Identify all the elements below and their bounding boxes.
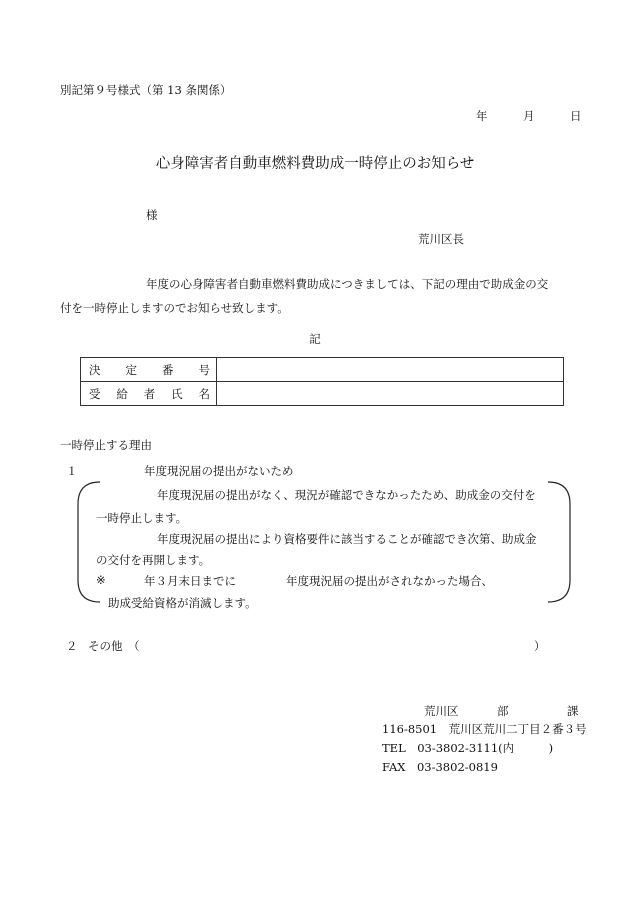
other-close-paren: ） bbox=[534, 639, 546, 653]
recipient-name-label bbox=[81, 382, 217, 406]
label-char: 号 bbox=[198, 362, 210, 377]
date-day-label: 日 bbox=[570, 109, 582, 123]
recipient-suffix: 様 bbox=[146, 208, 158, 222]
note-text-part-1: 年３月末日までに bbox=[144, 574, 236, 588]
intro-line-1: 年度の心身障害者自動車燃料費助成につきましては、下記の理由で助成金の交 bbox=[146, 277, 549, 291]
table-row bbox=[81, 382, 564, 406]
decision-number-label bbox=[81, 358, 217, 382]
label-char: 給 bbox=[116, 386, 128, 401]
label-char: 番 bbox=[162, 362, 174, 377]
date-month-label: 月 bbox=[523, 109, 535, 123]
label-char: 氏 bbox=[171, 386, 183, 401]
bracket-line: の交付を再開します。 bbox=[96, 553, 211, 567]
contact-fax: FAX 03-3802-0819 bbox=[382, 760, 498, 774]
note-text-line-2: 助成受給資格が消滅します。 bbox=[108, 596, 257, 610]
contact-tel: TEL 03-3802-3111(内 ) bbox=[382, 741, 554, 755]
contact-department: 部 bbox=[497, 704, 509, 718]
bracket-line: 一時停止します。 bbox=[96, 511, 188, 525]
contact-section: 課 bbox=[567, 704, 579, 718]
sender-name: 荒川区長 bbox=[418, 232, 464, 246]
label-char: 決 bbox=[89, 362, 101, 377]
reason-heading: 一時停止する理由 bbox=[60, 438, 152, 452]
bracket-line: 年度現況届の提出がなく、現況が確認できなかったため、助成金の交付を bbox=[157, 488, 536, 502]
reason-item-text: 年度現況届の提出がないため bbox=[144, 464, 294, 478]
intro-line-2: 付を一時停止しますのでお知らせ致します。 bbox=[60, 301, 289, 315]
decision-number-value[interactable] bbox=[217, 358, 564, 382]
other-number: ２ bbox=[66, 639, 78, 653]
recipient-name-value[interactable] bbox=[217, 382, 564, 406]
ki-heading: 記 bbox=[309, 332, 321, 346]
label-char: 定 bbox=[125, 362, 137, 377]
info-table bbox=[80, 357, 564, 406]
label-char: 名 bbox=[198, 386, 210, 401]
other-label: その他 bbox=[88, 639, 123, 653]
date-year-label: 年 bbox=[476, 109, 488, 123]
other-open-paren: （ bbox=[128, 639, 140, 653]
note-text-part-2: 年度現況届の提出がされなかった場合、 bbox=[286, 574, 493, 588]
document-title: 心身障害者自動車燃料費助成一時停止のお知らせ bbox=[155, 156, 475, 172]
contact-address: 116-8501 荒川区荒川二丁目２番３号 bbox=[382, 722, 587, 736]
label-char: 受 bbox=[89, 386, 101, 401]
label-char: 者 bbox=[143, 386, 156, 401]
contact-ward: 荒川区 bbox=[424, 704, 459, 718]
form-number: 別記第９号様式（第 13 条関係） bbox=[60, 83, 232, 97]
note-mark: ※ bbox=[96, 573, 106, 587]
reason-item-number: １ bbox=[66, 464, 78, 478]
bracket-line: 年度現況届の提出により資格要件に該当することが確認でき次第、助成金 bbox=[157, 532, 537, 546]
table-row bbox=[81, 358, 564, 382]
right-bracket bbox=[548, 482, 570, 602]
